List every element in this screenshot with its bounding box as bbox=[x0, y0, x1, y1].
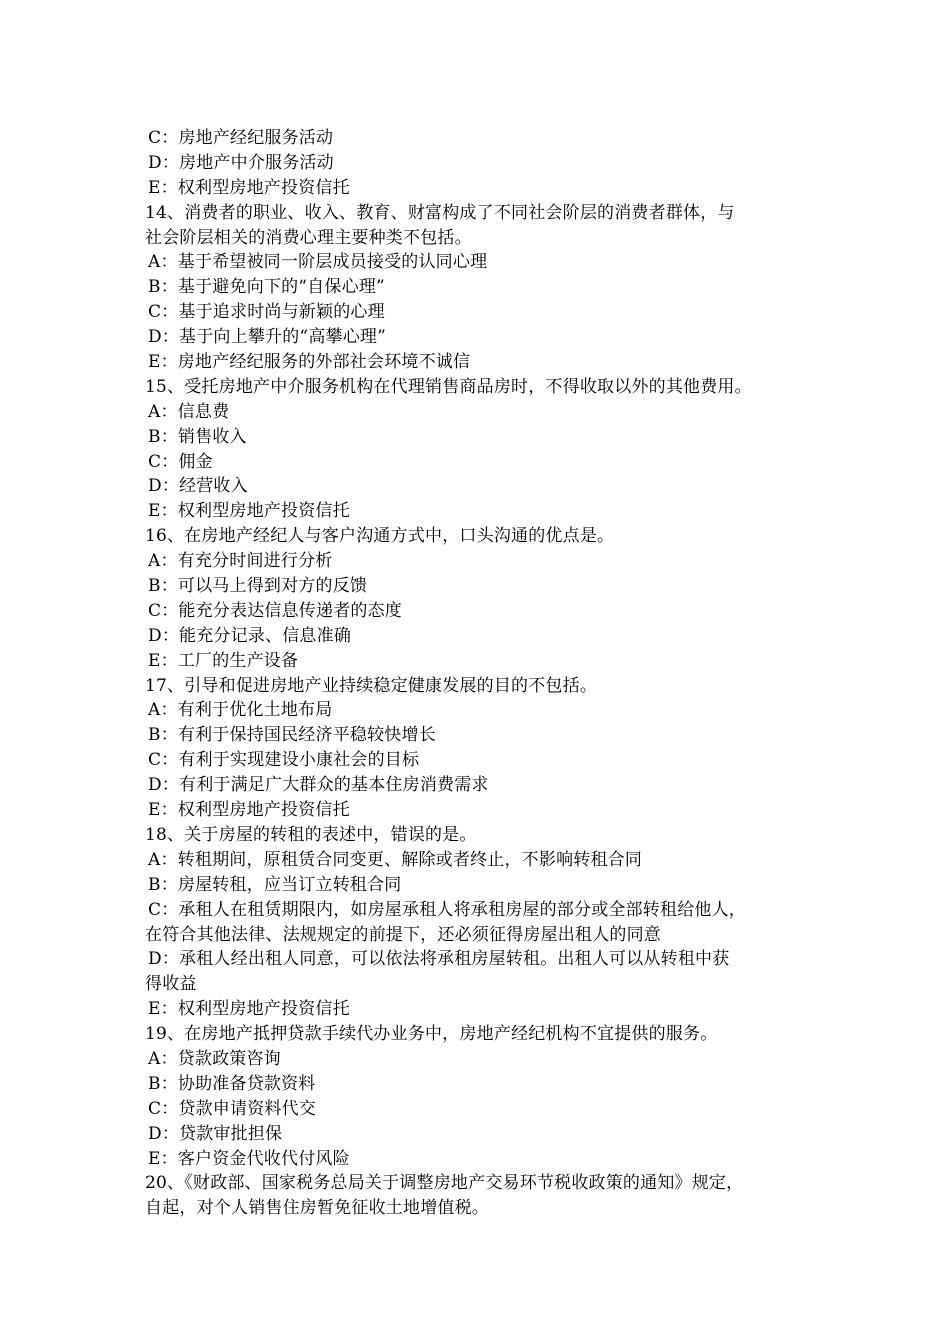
question-stem: 16、在房地产经纪人与客户沟通方式中，口头沟通的优点是。 bbox=[145, 526, 615, 547]
option-a: A：信息费 bbox=[148, 401, 230, 422]
question-18 bbox=[145, 823, 810, 1022]
option-e: E：房地产经纪服务的外部社会环境不诚信 bbox=[148, 352, 471, 373]
question-stem: 15、受托房地产中介服务机构在代理销售商品房时，不得收取以外的其他费用。 bbox=[145, 376, 752, 397]
lead-options bbox=[145, 126, 810, 201]
question-16 bbox=[145, 524, 810, 673]
question-stem-cont: 社会阶层相关的消费心理主要种类不包括。 bbox=[145, 227, 472, 248]
option-c: C：有利于实现建设小康社会的目标 bbox=[148, 750, 420, 771]
option-d: D：能充分记录、信息准确 bbox=[148, 625, 352, 646]
question-stem: 17、引导和促进房地产业持续稳定健康发展的目的不包括。 bbox=[145, 675, 598, 696]
option-c: C：佣金 bbox=[148, 451, 213, 472]
option-c: C：能充分表达信息传递者的态度 bbox=[148, 600, 403, 621]
option-c: C：贷款申请资料代交 bbox=[148, 1098, 317, 1119]
option-d: D：有利于满足广大群众的基本住房消费需求 bbox=[148, 775, 489, 796]
option-line: E：权利型房地产投资信托 bbox=[148, 177, 350, 198]
option-e: E：客户资金代收代付风险 bbox=[148, 1148, 350, 1169]
question-stem: 14、消费者的职业、收入、教育、财富构成了不同社会阶层的消费者群体，与 bbox=[145, 202, 735, 223]
option-b: B：基于避免向下的“自保心理” bbox=[148, 277, 385, 298]
question-stem: 20、《财政部、国家税务总局关于调整房地产交易环节税收政策的通知》规定， bbox=[145, 1173, 744, 1194]
option-d: D：贷款审批担保 bbox=[148, 1123, 283, 1144]
question-17 bbox=[145, 674, 810, 823]
option-line: C：房地产经纪服务活动 bbox=[148, 128, 334, 148]
question-20 bbox=[145, 1171, 810, 1221]
option-e: E：权利型房地产投资信托 bbox=[148, 800, 350, 821]
option-e: E：工厂的生产设备 bbox=[148, 650, 299, 671]
question-stem: 19、在房地产抵押贷款手续代办业务中，房地产经纪机构不宜提供的服务。 bbox=[145, 1024, 718, 1045]
question-14 bbox=[145, 201, 810, 375]
question-15 bbox=[145, 375, 810, 524]
option-b: B：房屋转租，应当订立转租合同 bbox=[148, 874, 402, 895]
question-19 bbox=[145, 1022, 810, 1171]
option-c-cont: 在符合其他法律、法规规定的前提下，还必须征得房屋出租人的同意 bbox=[145, 924, 661, 945]
question-stem-cont: 自起，对个人销售住房暂免征收土地增值税。 bbox=[145, 1198, 489, 1219]
option-a: A：有充分时间进行分析 bbox=[148, 551, 333, 572]
option-a: A：基于希望被同一阶层成员接受的认同心理 bbox=[148, 252, 488, 273]
document-page bbox=[145, 126, 810, 1221]
option-c: C：承租人在租赁期限内，如房屋承租人将承租房屋的部分或全部转租给他人， bbox=[148, 899, 747, 920]
option-e: E：权利型房地产投资信托 bbox=[148, 501, 350, 522]
option-e: E：权利型房地产投资信托 bbox=[148, 999, 350, 1020]
option-d: D：基于向上攀升的“高攀心理” bbox=[148, 327, 387, 348]
option-d-cont: 得收益 bbox=[145, 974, 197, 995]
option-b: B：销售收入 bbox=[148, 426, 247, 447]
option-d: D：承租人经出租人同意，可以依法将承租房屋转租。出租人可以从转租中获 bbox=[148, 949, 730, 970]
option-b: B：可以马上得到对方的反馈 bbox=[148, 576, 368, 597]
option-b: B：有利于保持国民经济平稳较快增长 bbox=[148, 725, 436, 746]
option-line: D：房地产中介服务活动 bbox=[148, 152, 334, 173]
option-a: A：贷款政策咨询 bbox=[148, 1048, 281, 1069]
option-b: B：协助准备贷款资料 bbox=[148, 1073, 316, 1094]
option-c: C：基于追求时尚与新颖的心理 bbox=[148, 302, 385, 323]
option-a: A：转租期间，原租赁合同变更、解除或者终止，不影响转租合同 bbox=[148, 849, 643, 870]
question-stem: 18、关于房屋的转租的表述中，错误的是。 bbox=[145, 824, 477, 845]
option-a: A：有利于优化土地布局 bbox=[148, 700, 333, 721]
option-d: D：经营收入 bbox=[148, 476, 248, 497]
